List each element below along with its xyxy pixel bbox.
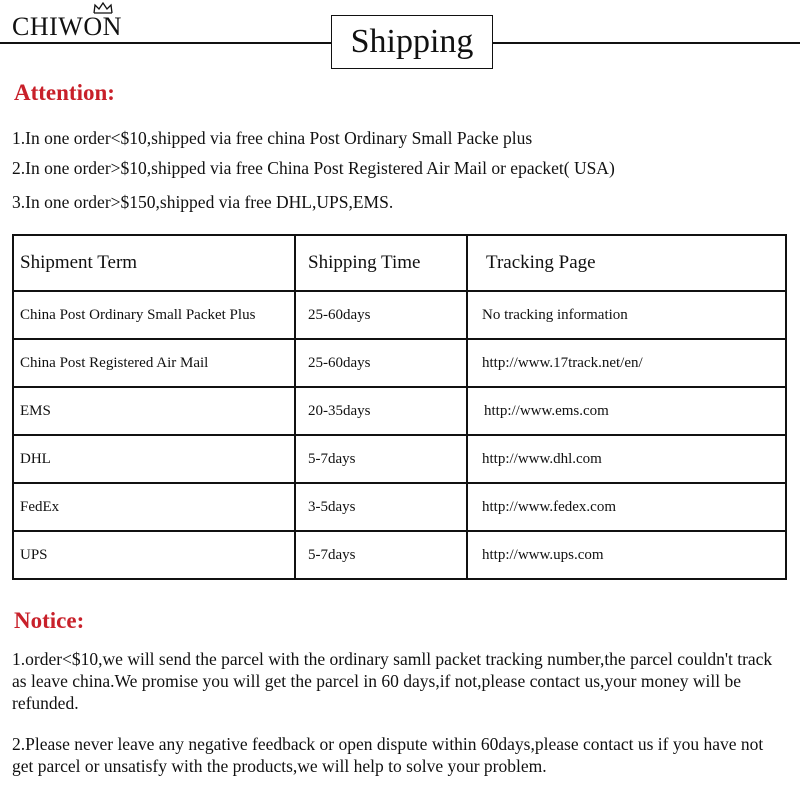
shipment-term-cell: China Post Ordinary Small Packet Plus xyxy=(13,291,295,339)
shipping-time-cell: 3-5days xyxy=(295,483,467,531)
shipping-time-cell: 25-60days xyxy=(295,291,467,339)
column-header-shipment-term: Shipment Term xyxy=(13,235,295,291)
notice-heading: Notice: xyxy=(14,608,85,633)
notice-paragraph: 2.Please never leave any negative feedback or open dispute within 60days,please contact us if you have not get parcel or unsatisfy with the products,we will help to solve your problem. xyxy=(12,734,764,776)
shipping-table xyxy=(12,234,787,580)
shipping-time-cell: 5-7days xyxy=(295,531,467,579)
rule-item: 3.In one order>$150,shipped via free DHL,UPS,EMS. xyxy=(12,192,394,212)
page-title: Shipping xyxy=(331,15,493,69)
rule-item: 1.In one order<$10,shipped via free china Post Ordinary Small Packe plus xyxy=(12,128,533,148)
shipment-term-cell: DHL xyxy=(13,435,295,483)
shipping-time-cell: 25-60days xyxy=(295,339,467,387)
shipment-term-cell: China Post Registered Air Mail xyxy=(13,339,295,387)
header-rule-right xyxy=(493,42,800,44)
table-row xyxy=(13,531,786,579)
table-row xyxy=(13,291,786,339)
column-header-tracking-page: Tracking Page xyxy=(467,235,786,291)
crown-icon xyxy=(92,2,114,14)
shipping-time-cell: 20-35days xyxy=(295,387,467,435)
table-row xyxy=(13,435,786,483)
notice-paragraph: 1.order<$10,we will send the parcel with the ordinary samll packet tracking number,the parcel couldn't track as leave china.We promise you will get the parcel in 60 days,if not,please contact us,your money will be refunded. xyxy=(12,649,773,713)
shipping-time-cell: 5-7days xyxy=(295,435,467,483)
tracking-page-cell: http://www.ups.com xyxy=(467,531,786,579)
attention-heading: Attention: xyxy=(14,80,115,105)
page-header xyxy=(0,0,800,80)
column-header-shipping-time: Shipping Time xyxy=(295,235,467,291)
shipment-term-cell: EMS xyxy=(13,387,295,435)
tracking-page-cell: http://www.17track.net/en/ xyxy=(467,339,786,387)
table-row xyxy=(13,483,786,531)
header-rule-left xyxy=(0,42,331,44)
shipment-term-cell: UPS xyxy=(13,531,295,579)
tracking-page-cell: http://www.ems.com xyxy=(467,387,786,435)
shipment-term-cell: FedEx xyxy=(13,483,295,531)
rule-item: 2.In one order>$10,shipped via free China Post Registered Air Mail or epacket( USA) xyxy=(12,158,615,178)
tracking-page-cell: http://www.dhl.com xyxy=(467,435,786,483)
table-row xyxy=(13,387,786,435)
tracking-page-cell: http://www.fedex.com xyxy=(467,483,786,531)
brand-logo: CHIWON xyxy=(12,12,122,41)
tracking-page-cell: No tracking information xyxy=(467,291,786,339)
table-header-row xyxy=(13,235,786,291)
table-row xyxy=(13,339,786,387)
